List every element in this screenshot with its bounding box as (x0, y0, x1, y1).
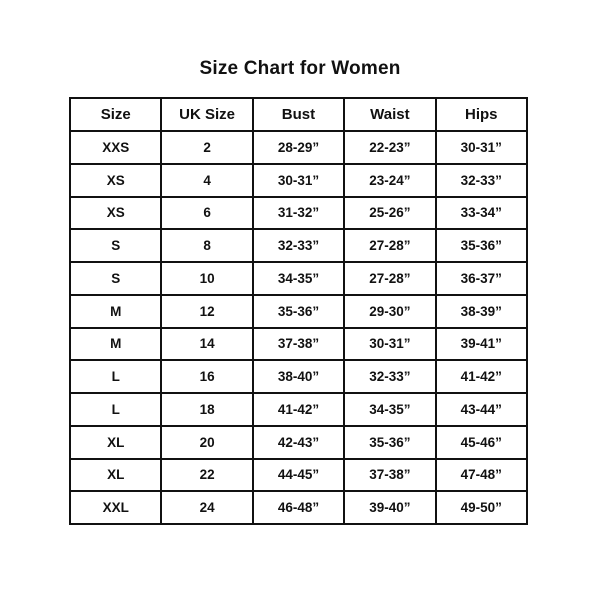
table-cell: 2 (161, 131, 252, 164)
table-cell: 8 (161, 229, 252, 262)
table-cell: 16 (161, 360, 252, 393)
table-cell: 44-45” (253, 459, 344, 492)
table-cell: 22-23” (344, 131, 435, 164)
table-header-row (70, 98, 527, 131)
table-cell: 32-33” (344, 360, 435, 393)
table-cell: 18 (161, 393, 252, 426)
table-cell: XS (70, 197, 161, 230)
table-row (70, 295, 527, 328)
table-cell: 43-44” (436, 393, 527, 426)
table-cell: 23-24” (344, 164, 435, 197)
table-cell: 49-50” (436, 491, 527, 524)
table-cell: 46-48” (253, 491, 344, 524)
table-cell: L (70, 393, 161, 426)
table-row (70, 491, 527, 524)
table-body (70, 131, 527, 524)
table-cell: S (70, 229, 161, 262)
table-header (70, 98, 527, 131)
table-cell: 36-37” (436, 262, 527, 295)
column-header-hips: Hips (436, 98, 527, 131)
table-cell: 29-30” (344, 295, 435, 328)
table-cell: 33-34” (436, 197, 527, 230)
table-cell: XXL (70, 491, 161, 524)
table-cell: 41-42” (253, 393, 344, 426)
column-header-size: Size (70, 98, 161, 131)
table-cell: XL (70, 426, 161, 459)
table-row (70, 131, 527, 164)
page-title: Size Chart for Women (199, 58, 401, 79)
table-cell: 4 (161, 164, 252, 197)
table-cell: XXS (70, 131, 161, 164)
table-cell: XL (70, 459, 161, 492)
table-cell: 32-33” (436, 164, 527, 197)
table-cell: 30-31” (344, 328, 435, 361)
table-cell: 27-28” (344, 229, 435, 262)
table-cell: 30-31” (436, 131, 527, 164)
table-cell: M (70, 295, 161, 328)
table-cell: 35-36” (344, 426, 435, 459)
table-cell: 25-26” (344, 197, 435, 230)
table-cell: S (70, 262, 161, 295)
table-cell: 27-28” (344, 262, 435, 295)
table-row (70, 197, 527, 230)
table-cell: 45-46” (436, 426, 527, 459)
table-cell: 39-41” (436, 328, 527, 361)
table-cell: 35-36” (436, 229, 527, 262)
table-cell: 6 (161, 197, 252, 230)
table-cell: 24 (161, 491, 252, 524)
table-cell: 10 (161, 262, 252, 295)
table-cell: XS (70, 164, 161, 197)
table-cell: 28-29” (253, 131, 344, 164)
table-row (70, 164, 527, 197)
column-header-waist: Waist (344, 98, 435, 131)
table-cell: 38-39” (436, 295, 527, 328)
table-cell: 34-35” (253, 262, 344, 295)
table-row (70, 262, 527, 295)
table-cell: 20 (161, 426, 252, 459)
table-row (70, 328, 527, 361)
column-header-bust: Bust (253, 98, 344, 131)
table-row (70, 360, 527, 393)
table-row (70, 426, 527, 459)
table-cell: 32-33” (253, 229, 344, 262)
table-cell: 35-36” (253, 295, 344, 328)
table-cell: 42-43” (253, 426, 344, 459)
table-cell: M (70, 328, 161, 361)
table-cell: 22 (161, 459, 252, 492)
table-cell: L (70, 360, 161, 393)
table-cell: 12 (161, 295, 252, 328)
table-cell: 30-31” (253, 164, 344, 197)
table-cell: 14 (161, 328, 252, 361)
table-cell: 39-40” (344, 491, 435, 524)
table-cell: 38-40” (253, 360, 344, 393)
table-row (70, 229, 527, 262)
table-cell: 41-42” (436, 360, 527, 393)
column-header-uk-size: UK Size (161, 98, 252, 131)
table-cell: 47-48” (436, 459, 527, 492)
size-chart-table (69, 97, 528, 525)
table-cell: 37-38” (344, 459, 435, 492)
table-row (70, 393, 527, 426)
table-row (70, 459, 527, 492)
table-cell: 37-38” (253, 328, 344, 361)
table-cell: 31-32” (253, 197, 344, 230)
table-cell: 34-35” (344, 393, 435, 426)
